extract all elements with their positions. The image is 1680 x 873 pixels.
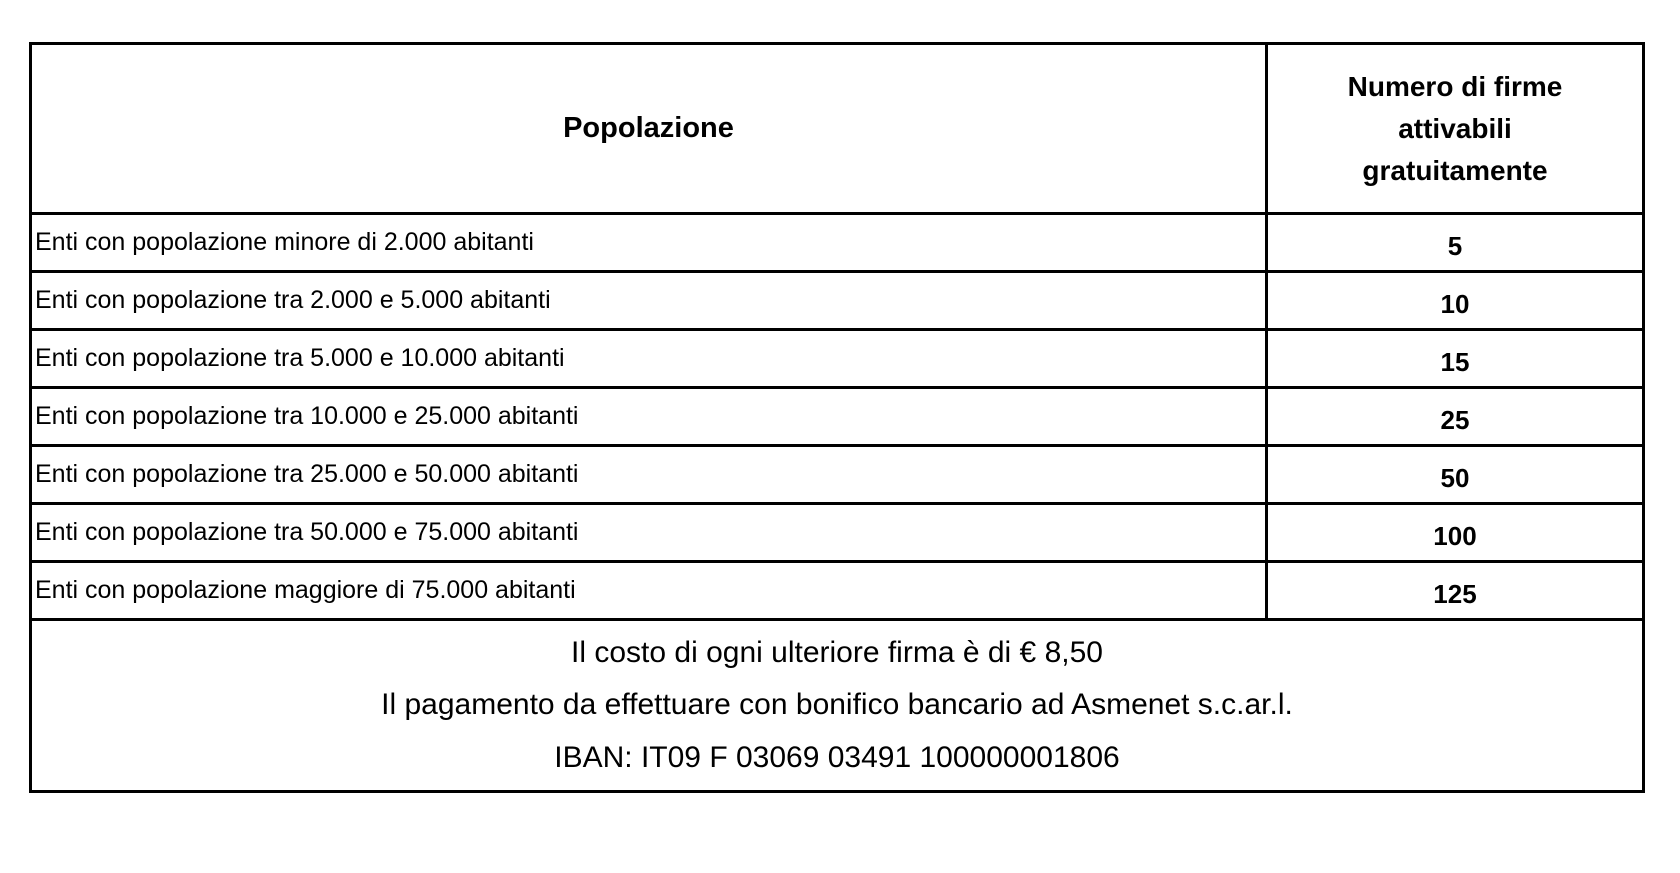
free-signatures-count-cell: 125 — [1433, 579, 1477, 609]
table-footer-note — [32, 621, 1642, 790]
table-row — [32, 389, 1642, 447]
population-range-cell: Enti con popolazione tra 10.000 e 25.000 abitanti — [32, 389, 1268, 444]
free-signatures-count-cell: 10 — [1440, 289, 1470, 319]
table-row — [32, 331, 1642, 389]
iban-text: IBAN: IT09 F 03069 03491 100000001806 — [554, 740, 1120, 774]
table-row — [32, 563, 1642, 621]
population-range-cell: Enti con popolazione tra 5.000 e 10.000 abitanti — [32, 331, 1268, 386]
population-range-cell: Enti con popolazione minore di 2.000 abitanti — [32, 215, 1268, 270]
free-signatures-count-cell: 25 — [1440, 405, 1470, 435]
table-row — [32, 215, 1642, 273]
extra-signature-cost-text: Il costo di ogni ulteriore firma è di € 8,50 — [571, 635, 1103, 669]
header-numero-firme-label: Numero di firme attivabili gratuitamente — [1347, 70, 1563, 186]
header-popolazione-label: Popolazione — [563, 112, 734, 144]
free-signatures-count-cell: 100 — [1433, 521, 1477, 551]
population-range-cell: Enti con popolazione maggiore di 75.000 abitanti — [32, 563, 1268, 618]
free-signatures-count-cell: 5 — [1447, 231, 1463, 261]
payment-method-text: Il pagamento da effettuare con bonifico bancario ad Asmenet s.c.ar.l. — [381, 688, 1293, 722]
pricing-table — [29, 42, 1645, 793]
population-range-cell: Enti con popolazione tra 50.000 e 75.000 abitanti — [32, 505, 1268, 560]
table-header-row — [32, 45, 1642, 215]
population-range-cell: Enti con popolazione tra 25.000 e 50.000 abitanti — [32, 447, 1268, 502]
header-cell-numero-firme — [1268, 45, 1642, 212]
table-row — [32, 505, 1642, 563]
population-range-cell: Enti con popolazione tra 2.000 e 5.000 abitanti — [32, 273, 1268, 328]
free-signatures-count-cell: 15 — [1440, 347, 1470, 377]
free-signatures-count-cell: 50 — [1440, 463, 1470, 493]
table-row — [32, 273, 1642, 331]
header-cell-popolazione — [32, 45, 1268, 212]
table-row — [32, 447, 1642, 505]
